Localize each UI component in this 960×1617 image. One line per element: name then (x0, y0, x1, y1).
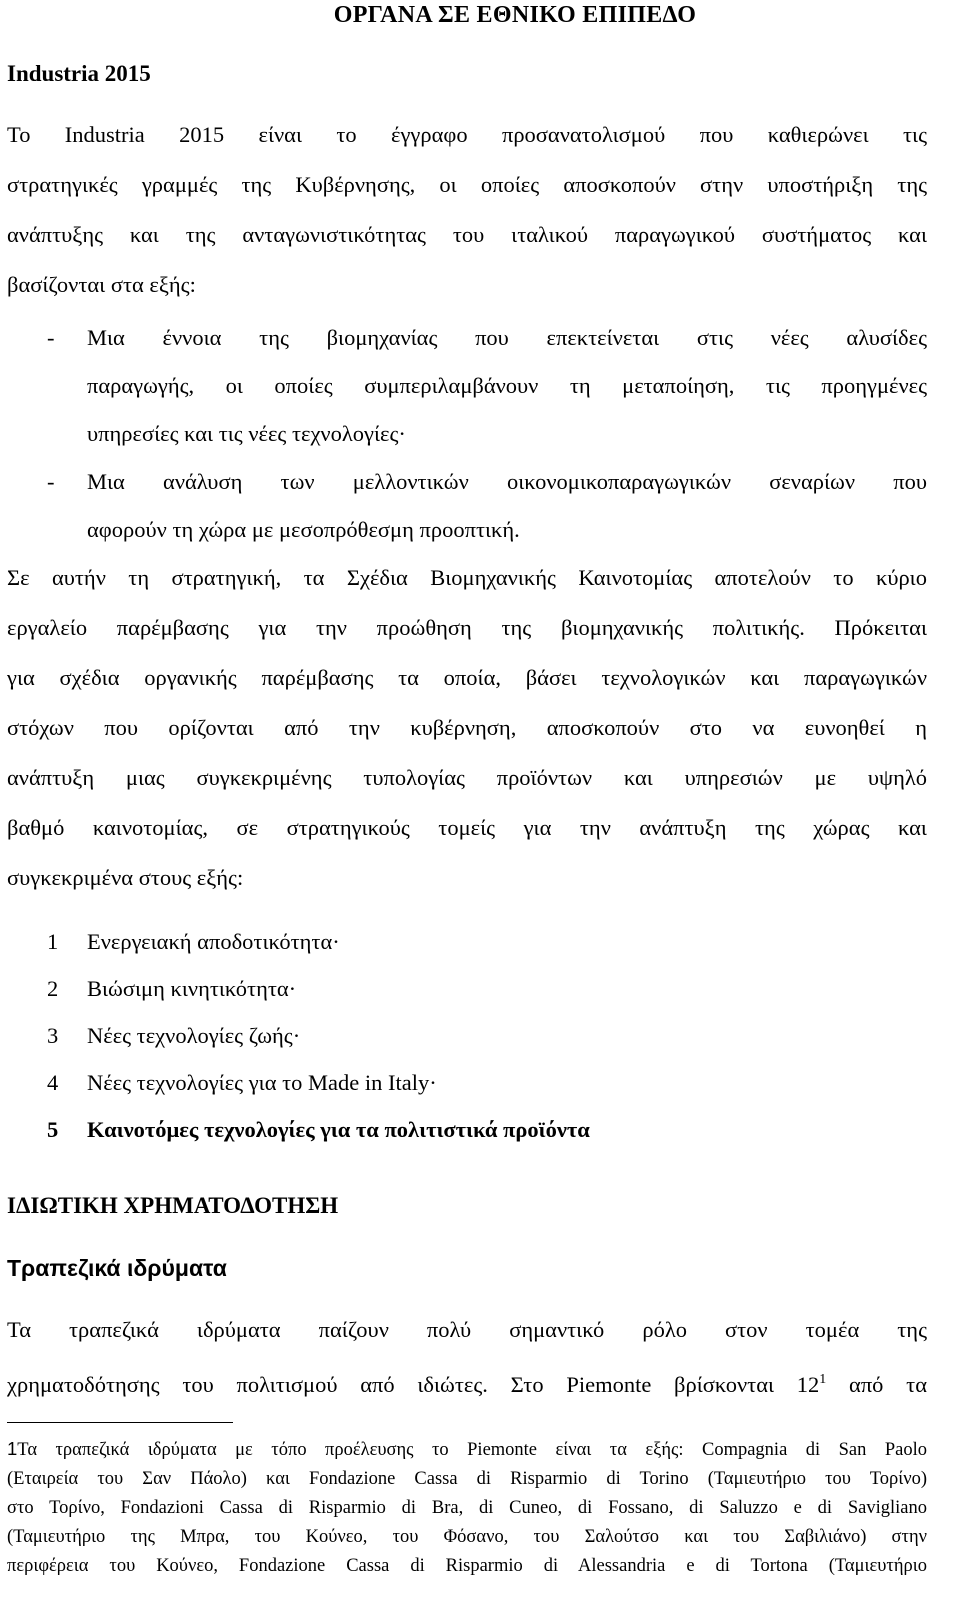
footnote-line (7, 1434, 927, 1465)
list-item-text: Νέες τεχνολογίες για το Made in Italy· (87, 1070, 437, 1095)
list-item-line: υπηρεσίες και τις νέες τεχνολογίες· (87, 421, 406, 446)
list-item-number: 4 (47, 1070, 59, 1095)
paragraph-line: Τα τραπεζικά ιδρύματα παίζουν πολύ σημαντικό ρόλο στον τομέα της (7, 1317, 927, 1342)
paragraph-line: Σε αυτήν τη στρατηγική, τα Σχέδια Βιομηχανικής Καινοτομίας αποτελούν το κύριο (7, 565, 927, 590)
footnote-line: (Εταιρεία του Σαν Πάολο) και Fondazione Cassa di Risparmio di Torino (Ταμιευτήριο του Τορίνο) (7, 1469, 927, 1489)
list-item-line: Μια ανάλυση των μελλοντικών οικονομικοπαραγωγικών σεναρίων που (87, 469, 927, 494)
paragraph-line: ανάπτυξη μιας συγκεκριμένης τυπολογίας προϊόντων και υπηρεσιών με υψηλό (7, 765, 927, 790)
list-item (7, 1012, 590, 1059)
strategy-paragraph (7, 553, 927, 903)
footnote-reference[interactable]: 1 (819, 1372, 827, 1387)
paragraph-line: βαθμό καινοτομίας, σε στρατηγικούς τομείς για την ανάπτυξη της χώρας και (7, 815, 927, 840)
intro-paragraph (7, 110, 927, 310)
footnote-text: Τα τραπεζικά ιδρύματα με τόπο προέλευσης το Piemonte είναι τα εξής: Compagnia di San Paolo (17, 1440, 927, 1460)
footnote-line: περιφέρεια του Κούνεο, Fondazione Cassa di Risparmio di Alessandria e di Tortona (Ταμιευτήριο (7, 1556, 927, 1576)
footnote (7, 1434, 927, 1581)
paragraph-line: ανάπτυξης και της ανταγωνιστικότητας του ιταλικού παραγωγικού συστήματος και (7, 222, 927, 247)
footnote-line: (Ταμιευτήριο της Μπρα, του Κούνεο, του Φόσανο, του Σαλούτσο και του Σαβιλιάνο) στην (7, 1527, 927, 1547)
paragraph-line (7, 1355, 927, 1410)
paragraph-line: βασίζονται στα εξής: (7, 272, 196, 297)
section-heading-industria: Industria 2015 (7, 61, 151, 86)
bullet-list (7, 314, 927, 554)
list-item-text: Καινοτόμες τεχνολογίες για τα πολιτιστικά προϊόντα (87, 1117, 590, 1142)
list-item-line: παραγωγής, οι οποίες συμπεριλαμβάνουν τη μεταποίηση, τις προηγμένες (87, 373, 927, 398)
list-item (7, 918, 590, 965)
list-item-number: 5 (47, 1117, 59, 1142)
paragraph-text: από τα (826, 1372, 927, 1397)
list-item (7, 965, 590, 1012)
footnote-line: στο Τορίνο, Fondazioni Cassa di Risparmio di Bra, di Cuneo, di Fossano, di Saluzzo e di Savigliano (7, 1498, 927, 1518)
paragraph-line: για σχέδια οργανικής παρέμβασης τα οποία, βάσει τεχνολογικών και παραγωγικών (7, 665, 927, 690)
banks-paragraph (7, 1305, 927, 1410)
list-item-line: αφορούν τη χώρα με μεσοπρόθεσμη προοπτική. (87, 517, 520, 542)
section-heading-private-funding: ΙΔΙΩΤΙΚΗ ΧΡΗΜΑΤΟΔΟΤΗΣΗ (7, 1193, 339, 1218)
list-item (7, 458, 927, 554)
paragraph-line: στρατηγικές γραμμές της Κυβέρνησης, οι οποίες αποσκοπούν στην υποστήριξη της (7, 172, 927, 197)
bullet-dash: - (47, 325, 55, 350)
subheading-banks: Τραπεζικά ιδρύματα (7, 1255, 227, 1281)
paragraph-line: εργαλείο παρέμβασης για την προώθηση της βιομηχανικής πολιτικής. Πρόκειται (7, 615, 927, 640)
bullet-dash: - (47, 469, 55, 494)
list-item (7, 1106, 590, 1153)
footnote-marker: 1 (7, 1438, 18, 1459)
page-title: ΟΡΓΑΝΑ ΣΕ ΕΘΝΙΚΟ ΕΠΙΠΕΔΟ (333, 2, 697, 28)
paragraph-line: Το Industria 2015 είναι το έγγραφο προσανατολισμού που καθιερώνει τις (7, 122, 927, 147)
list-item (7, 1059, 590, 1106)
paragraph-line: στόχων που ορίζονται από την κυβέρνηση, αποσκοπούν στο να ευνοηθεί η (7, 715, 927, 740)
list-item-text: Βιώσιμη κινητικότητα· (87, 976, 297, 1001)
paragraph-text: χρηματοδότησης του πολιτισμού από ιδιώτες. Στο Piemonte βρίσκονται 12 (7, 1372, 820, 1397)
footnote-divider (7, 1422, 233, 1423)
list-item-number: 3 (47, 1023, 59, 1048)
list-item (7, 314, 927, 458)
list-item-text: Ενεργειακή αποδοτικότητα· (87, 929, 340, 954)
list-item-text: Νέες τεχνολογίες ζωής· (87, 1023, 301, 1048)
list-item-line: Μια έννοια της βιομηχανίας που επεκτείνεται στις νέες αλυσίδες (87, 325, 927, 350)
paragraph-line: συγκεκριμένα στους εξής: (7, 865, 244, 890)
numbered-list (7, 918, 590, 1153)
list-item-number: 1 (47, 929, 59, 954)
list-item-number: 2 (47, 976, 59, 1001)
